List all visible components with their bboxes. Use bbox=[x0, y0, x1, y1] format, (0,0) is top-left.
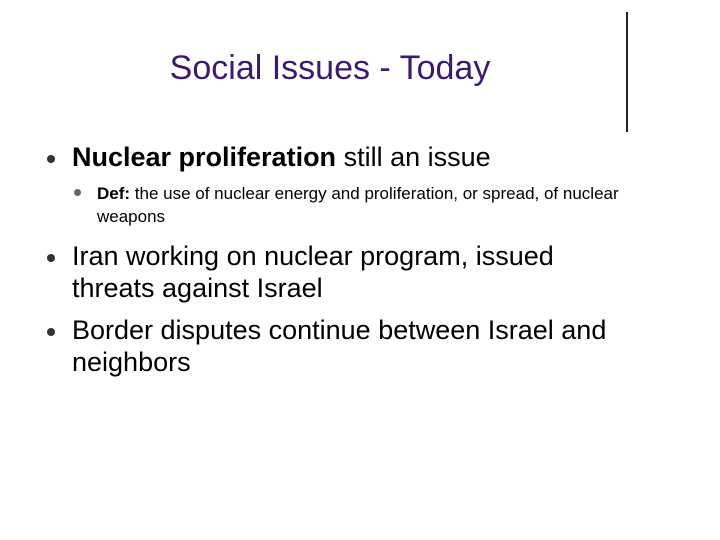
bullet-dot-icon bbox=[47, 328, 55, 336]
bullet-3: Border disputes continue between Israel and neighbors bbox=[72, 315, 607, 377]
bullet-1-text: still an issue bbox=[336, 142, 491, 172]
bullet-dot-icon bbox=[47, 254, 55, 262]
bullet-dot-icon bbox=[47, 155, 55, 163]
bullet-1-bold: Nuclear proliferation bbox=[72, 142, 337, 172]
bullet-1 bbox=[72, 141, 692, 173]
vertical-divider bbox=[626, 12, 628, 132]
sub-bullet-1-text: the use of nuclear energy and proliferation, or spread, of nuclear weapons bbox=[97, 184, 619, 226]
sub-bullet-1-bold: Def: bbox=[97, 184, 131, 203]
sub-bullet-dot-icon bbox=[74, 189, 81, 196]
bullet-2: Iran working on nuclear program, issued threats against Israel bbox=[72, 241, 554, 303]
sub-bullet-1 bbox=[97, 182, 657, 228]
slide-title: Social Issues - Today bbox=[169, 49, 491, 87]
